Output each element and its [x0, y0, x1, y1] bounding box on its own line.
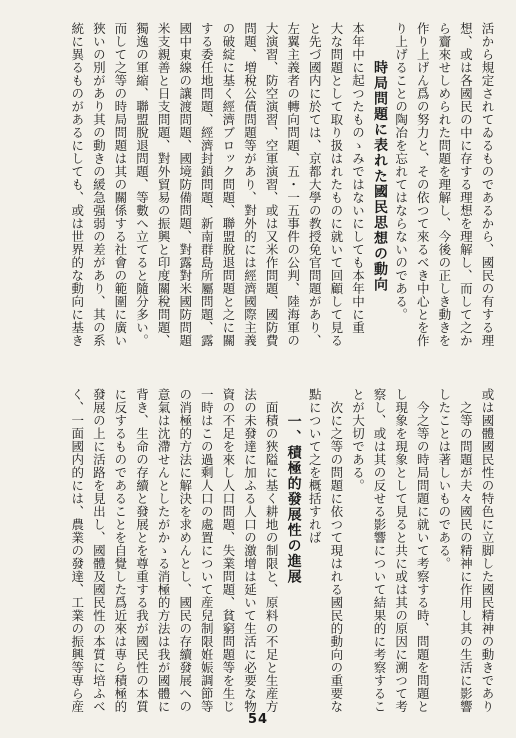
text-line: とが大切である。: [350, 388, 366, 492]
text-line: 獨逸の軍縮、聯盟脫退問題、等數へ立てると隨分多い。: [134, 22, 150, 347]
text-line: く、一面國内的には、農業の發達、工業の振興等専ら産: [69, 388, 85, 713]
text-line: の破綻に基く經濟ブロック問題、聯盟脫退問題と之に關: [220, 22, 236, 347]
top-text-column: [66, 22, 498, 347]
text-line: 一時はこの過剩人口の處置について産兒制限姙娠調節等: [199, 388, 215, 713]
text-line: 想、或は各國民の中に存する理想を理解し、而して之か: [458, 22, 474, 347]
text-line: 面積の狹隘に基く耕地の制限と、原料の不足と生産方: [264, 401, 280, 713]
text-line: 察し、或は其の反せる影響について結果的に考察するこ: [372, 388, 388, 713]
text-line: 意氣は沈滯せんとしたがかゝる消極的方法は我が國體に: [156, 388, 172, 713]
text-line: する委任地問題、經濟封鎖問題、新南群島所屬問題、露: [199, 22, 215, 347]
text-line: 發展の上に活路を見出し、國體及國民性の本質に培ふべ: [91, 388, 107, 713]
text-line: 活から規定されてゐるものであるから、國民の有する理: [480, 22, 495, 347]
text-line: に反するものであることを自覺した爲近來は専ら積極的: [112, 388, 128, 713]
text-line: 法の未發達に加ふる人口の激增は延いて生活に必要な物: [242, 388, 258, 713]
text-line: 而して之等の時局問題は其の關係する社會の範圍に廣い: [112, 22, 128, 347]
text-line: と先づ國内に於ては、京都大學の教授免官問題があり、: [307, 22, 323, 347]
text-line: り上げることの陶冶を忘れてはならないのである。: [393, 22, 409, 321]
text-line: 問題、増稅公債問題等があり、對外的には經濟國際主義: [242, 22, 258, 347]
section-heading: 時局問題に表れた國民思想の動向: [372, 60, 389, 293]
text-line: 統に異るものがあるにしても、或は世界的な動向に基き: [69, 22, 85, 347]
text-line: 狹いの別があり其の動きの緩急强弱の差があり、其の系: [91, 22, 107, 347]
page-number: 54: [247, 712, 269, 727]
text-line: 大な問題として取り扱はれたものに就いて回顧して見る: [328, 22, 344, 347]
text-line: 今之等の時局問題に就いて考察する時、問題を問題と: [415, 401, 431, 713]
text-line: 之等の問題が夫々國民の精神に作用し其の生活に影響: [458, 401, 474, 713]
text-line: ら齎來せしめられた問題を理解し、今後の正しき動きを: [436, 22, 452, 347]
text-line: 或は國體國民性の特色に立脚した國民精神の動きであり: [480, 388, 495, 713]
text-line: 國中東線の讓渡問題、國境防備問題、對露對米國防問題: [177, 22, 193, 347]
text-line: し現象を現象として見ると共に或は其の原因に溯つて考: [393, 388, 409, 713]
text-line: したことは著しいものである。: [436, 388, 452, 570]
text-line: 點について之を概括すれば: [307, 388, 323, 544]
text-line: 本年中に起つたものゝみではないにしても本年中に重: [350, 22, 366, 334]
text-line: 米支親善と日支問題、對外貿易の振興と印度關稅問題、: [156, 22, 172, 347]
text-line: の消極的方法に解決を求めんとし、國民の存續發展への: [177, 388, 193, 713]
text-line: 大演習、防空演習、空軍演習、或は又米作問題、國防費: [264, 22, 280, 347]
section-heading: 一、積極的發展性の進展: [285, 414, 302, 585]
text-line: 作り上げん爲の努力と、その依つて來るべき中心とを作: [415, 22, 431, 347]
bottom-text-column: [66, 388, 498, 713]
text-line: 次に之等の問題に依つて現はれる國民的動向の重要な: [328, 401, 344, 713]
text-line: 背き、生命の存續と發展とを尊重する我が國民性の本質: [134, 388, 150, 713]
text-line: 左翼主義者の轉向問題、五・一五事件の公判、陸海軍の: [285, 22, 301, 347]
text-line: 資の不足を來し人口問題、失業問題、貧窮問題等を生じ: [220, 388, 236, 713]
